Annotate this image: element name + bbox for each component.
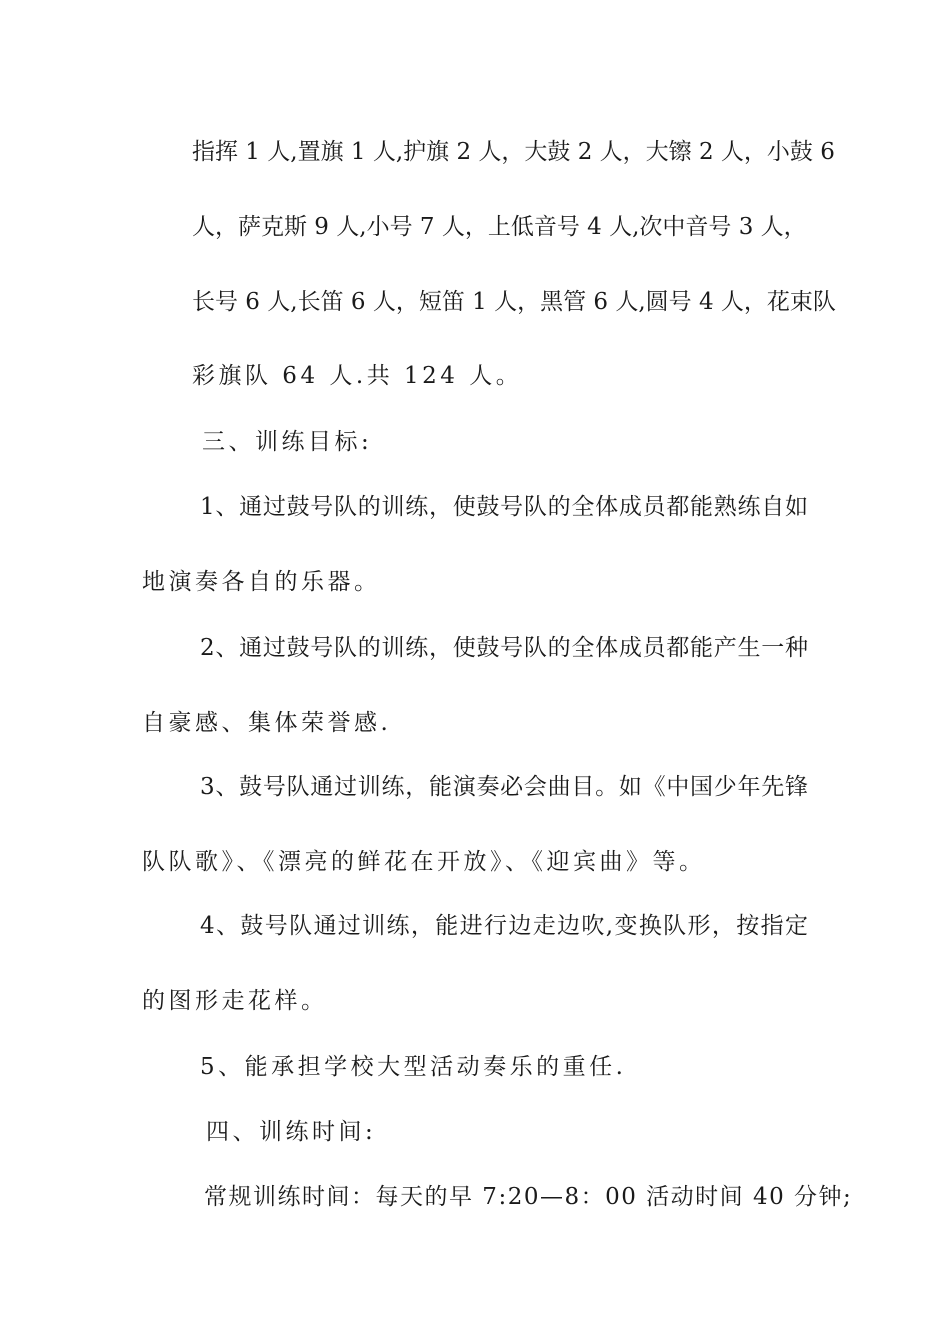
regular-training-time: 常规训练时间：每天的早 7:20—8：00 活动时间 40 分钟; [204, 1184, 853, 1210]
goal-1-line-1: 1、通过鼓号队的训练，使鼓号队的全体成员都能熟练自如 [200, 494, 808, 520]
goal-5: 5、能承担学校大型活动奏乐的重任. [200, 1054, 627, 1080]
goal-4-line-2: 的图形走花样。 [142, 988, 328, 1014]
section-3-heading: 三、训练目标: [202, 429, 373, 455]
staffing-line-4: 彩旗队 64 人.共 124 人。 [192, 363, 523, 389]
goal-3-line-1: 3、鼓号队通过训练，能演奏必会曲目。如《中国少年先锋 [200, 774, 808, 800]
goal-1-line-2: 地演奏各自的乐器。 [142, 569, 381, 595]
section-4-heading: 四、训练时间: [206, 1119, 377, 1145]
goal-4-line-1: 4、鼓号队通过训练，能进行边走边吹,变换队形，按指定 [200, 913, 808, 939]
goal-2-line-2: 自豪感、集体荣誉感. [142, 710, 392, 736]
goal-3-line-2: 队队歌》、《漂亮的鲜花在开放》、《迎宾曲》等。 [142, 849, 706, 875]
goal-2-line-1: 2、通过鼓号队的训练，使鼓号队的全体成员都能产生一种 [200, 635, 808, 661]
staffing-line-1: 指挥 1 人,置旗 1 人,护旗 2 人，大鼓 2 人，大镲 2 人，小鼓 6 [192, 139, 835, 165]
staffing-line-3: 长号 6 人,长笛 6 人，短笛 1 人，黑管 6 人,圆号 4 人，花束队 [192, 289, 836, 315]
staffing-line-2: 人，萨克斯 9 人,小号 7 人，上低音号 4 人,次中音号 3 人， [192, 214, 807, 240]
